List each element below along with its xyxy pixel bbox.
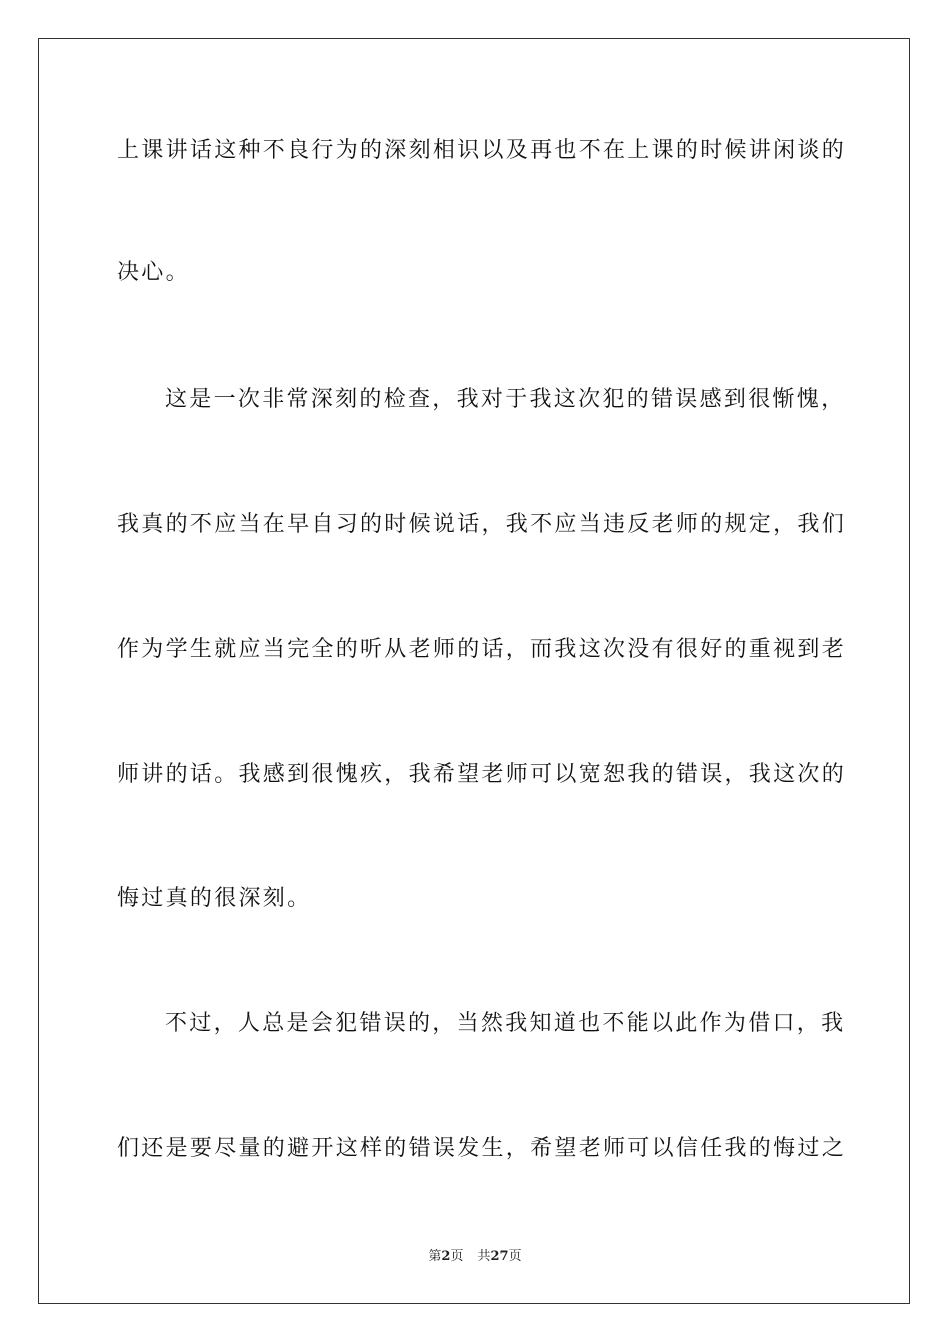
body-text-line: 们还是要尽量的避开这样的错误发生，希望老师可以信任我的悔过之 <box>117 1136 847 1161</box>
body-text-line: 决心。 <box>117 260 190 285</box>
body-text-line: 上课讲话这种不良行为的深刻相识以及再也不在上课的时候讲闲谈的 <box>117 138 847 163</box>
page-number: 2 <box>441 1249 451 1264</box>
page-prefix: 第 <box>428 1249 442 1264</box>
body-text-line: 师讲的话。我感到很愧疚，我希望老师可以宽恕我的错误，我这次的 <box>117 762 847 787</box>
body-text-line: 悔过真的很深刻。 <box>117 886 312 911</box>
total-prefix: 共 <box>477 1249 491 1264</box>
paragraph-first-line: 这是一次非常深刻的检查，我对于我这次犯的错误感到很惭愧， <box>165 387 846 412</box>
page-border <box>38 38 910 1304</box>
total-pages: 27 <box>490 1249 509 1264</box>
paragraph-first-line: 不过，人总是会犯错误的，当然我知道也不能以此作为借口，我 <box>165 1011 846 1036</box>
body-text-line: 我真的不应当在早自习的时候说话，我不应当违反老师的规定，我们 <box>117 512 847 537</box>
page-footer <box>0 1249 950 1265</box>
body-text-line: 作为学生就应当完全的听从老师的话，而我这次没有很好的重视到老 <box>117 637 847 662</box>
page-suffix: 页 <box>450 1249 464 1264</box>
total-suffix: 页 <box>508 1249 522 1264</box>
